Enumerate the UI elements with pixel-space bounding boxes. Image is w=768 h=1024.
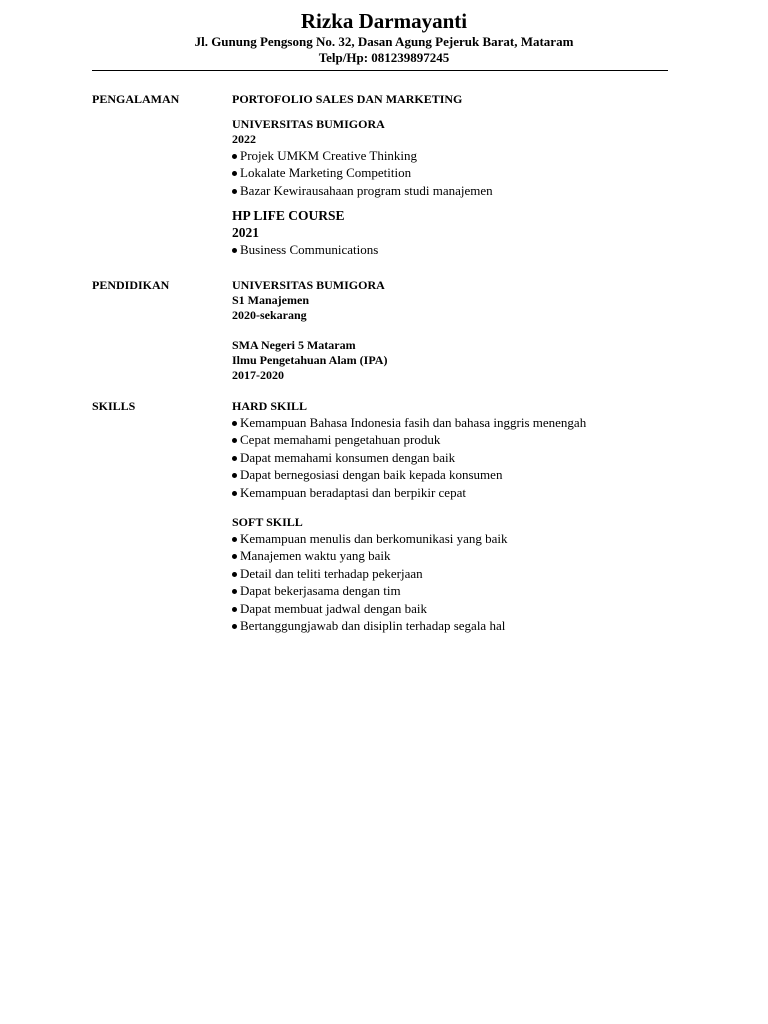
section-label-experience: PENGALAMAN — [92, 92, 180, 106]
experience-org: UNIVERSITAS BUMIGORA — [232, 117, 385, 131]
list-item: Bertanggungjawab dan disiplin terhadap segala hal — [232, 617, 692, 634]
hard-skill-list — [232, 414, 692, 501]
list-item: Business Communications — [232, 241, 692, 258]
list-item: Manajemen waktu yang baik — [232, 547, 692, 564]
resume-header — [0, 8, 768, 66]
list-item: Dapat memahami konsumen dengan baik — [232, 449, 692, 466]
header-divider — [92, 70, 668, 71]
hard-skill-title: HARD SKILL — [232, 399, 308, 413]
list-item: Dapat membuat jadwal dengan baik — [232, 600, 692, 617]
education-school: SMA Negeri 5 Mataram — [232, 338, 356, 352]
list-item: Dapat bekerjasama dengan tim — [232, 582, 692, 599]
full-name: Rizka Darmayanti — [300, 9, 468, 33]
soft-skill-title: SOFT SKILL — [232, 515, 303, 530]
soft-skill-list — [232, 530, 692, 634]
experience-list — [232, 147, 692, 199]
address: Jl. Gunung Pengsong No. 32, Dasan Agung Pejeruk Barat, Mataram — [194, 34, 574, 49]
education-major: S1 Manajemen — [232, 293, 309, 307]
list-item: Lokalate Marketing Competition — [232, 164, 692, 181]
education-body — [232, 278, 692, 383]
skills-body — [232, 399, 692, 634]
list-item: Bazar Kewirausahaan program studi manajemen — [232, 182, 692, 199]
list-item: Kemampuan Bahasa Indonesia fasih dan bahasa inggris menengah — [232, 414, 692, 431]
list-item: Kemampuan menulis dan berkomunikasi yang baik — [232, 530, 692, 547]
education-period: 2020-sekarang — [232, 308, 307, 322]
list-item: Detail dan teliti terhadap pekerjaan — [232, 565, 692, 582]
experience-list — [232, 241, 692, 258]
experience-year: 2021 — [232, 225, 259, 241]
list-item: Cepat memahami pengetahuan produk — [232, 431, 692, 448]
experience-body — [232, 92, 692, 259]
education-major: Ilmu Pengetahuan Alam (IPA) — [232, 353, 388, 367]
experience-year: 2022 — [232, 132, 256, 146]
experience-org: HP LIFE COURSE — [232, 208, 345, 224]
education-school: UNIVERSITAS BUMIGORA — [232, 278, 385, 292]
list-item: Kemampuan beradaptasi dan berpikir cepat — [232, 484, 692, 501]
list-item: Projek UMKM Creative Thinking — [232, 147, 692, 164]
section-label-education: PENDIDIKAN — [92, 278, 170, 292]
list-item: Dapat bernegosiasi dengan baik kepada konsumen — [232, 466, 692, 483]
phone: Telp/Hp: 081239897245 — [318, 50, 450, 65]
experience-title: PORTOFOLIO SALES DAN MARKETING — [232, 92, 463, 106]
education-period: 2017-2020 — [232, 368, 284, 382]
section-label-skills: SKILLS — [92, 399, 136, 413]
